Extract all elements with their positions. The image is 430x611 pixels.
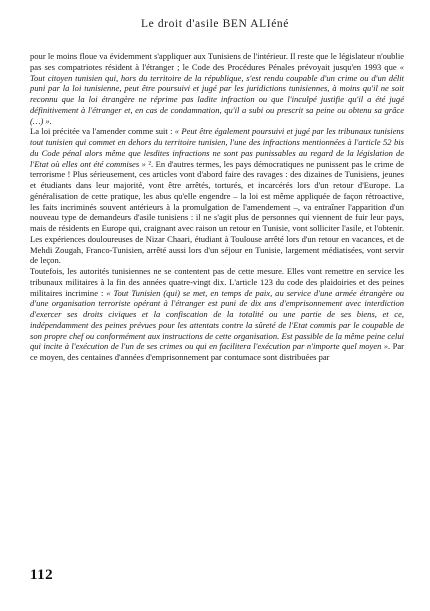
body-text: [30, 51, 404, 363]
page-number: 112: [30, 567, 54, 583]
paragraph-3-quote: « Tout Tunisien (qui) se met, en temps de paix, au service d'une armée étrangère ou d'une organisation terroriste opérant à l'étranger est puni de dix ans d'emprisonnement avec interdiction d'exercer ses droits civiques et la confiscation de la totalité ou une partie de ses biens, et ce, indépendamment des peines prévues pour les attentats contre la sûreté de l'Etat commis par le coupable de son propre chef ou conformément aux instructions de cette organisation. Est passible de la même peine celui qui incite à l'exécution de l'un de ses crimes ou qui en facilitera l'exécution par n'importe quel moyen ».: [30, 287, 404, 352]
paragraph-1-quote: « Tout citoyen tunisien qui, hors du territoire de la république, s'est rendu coupable d'un crime ou d'un délit puni par la loi tunisienne, peut être poursuivi et jugé par les juridictions tunisiennes, à moins qu'il ne soit reconnu que la loi étrangère ne réprime pas ladite infraction ou que l'inculpé justifie qu'il a été jugé définitivement à l'étranger et, en cas de condamnation, qu'il a subi ou prescrit sa peine ou obtenu sa grâce (…) ».: [30, 61, 404, 126]
paragraph-3: [30, 266, 404, 363]
paragraph-3-intro: Toutefois, les autorités tunisiennes ne se contentent pas de cette mesure. Elles vont remettre en service les tribunaux militaires à la fin des années quatre-vingt dix. L'article 123 du code des plaidoiries et des peines militaires incrimine :: [30, 266, 404, 298]
paragraph-1: [30, 51, 404, 126]
paragraph-2-intro: La loi précitée va l'amender comme suit :: [30, 126, 175, 137]
paragraph-2: [30, 126, 404, 266]
paragraph-2-quote: « Peut être également poursuivi et jugé par les tribunaux tunisiens tout tunisien qui commet en dehors du territoire tunisien, l'une des infractions mentionnées à l'article 52 bis du Code pénal alors même que lesdites infractions ne sont pas punissables au regard de la législation de l'Etat où elles ont été commises »: [30, 126, 404, 169]
paragraph-1-text: pour le moins floue va évidemment s'appliquer aux Tunisiens de l'intérieur. Il reste que le législateur n'oublie pas ses compatriotes résident à l'étranger ; le Code des Procédures Pénales prévoyait jusqu'en 1993 que: [30, 51, 404, 72]
paragraph-3-text: Par ce moyen, des centaines d'années d'emprisonnement par contumace sont distribuées par: [30, 341, 404, 362]
paragraph-2-text: ². En d'autres termes, les pays démocratiques ne punissent pas le crime de terrorisme ! Plus sérieusement, ces articles vont d'abord faire des ravages : des dizaines de Tunisiens, jeunes et étudiants dans leur majorité, vont être arrêtés, torturés, et incarcérés lors d'un retour d'Europe. La généralisation de cette pratique, les abus qu'elle engendre – la loi est même appliquée de façon rétroactive, les faits incriminés souvent antérieurs à la promulgation de l'amendement –, va entraîner l'apparition d'un nouveau type de demandeurs d'asile tunisiens : il ne s'agit plus de personnes qui viennent de fuir leur pays, mais de résidents en Europe qui, craignant avec raison un retour en Tunisie, vont solliciter l'asile, et l'obtenir. Les expériences douloureuses de Nizar Chaari, étudiant à Toulouse arrêté lors d'un retour en vacances, et de Mehdi Zougah, Franco-Tunisien, arrêté aussi lors d'un séjour en Tunisie, largement médiatisées, vont servir de leçon.: [30, 158, 404, 266]
running-header: Le droit d'asile BEN ALIéné: [141, 18, 289, 30]
